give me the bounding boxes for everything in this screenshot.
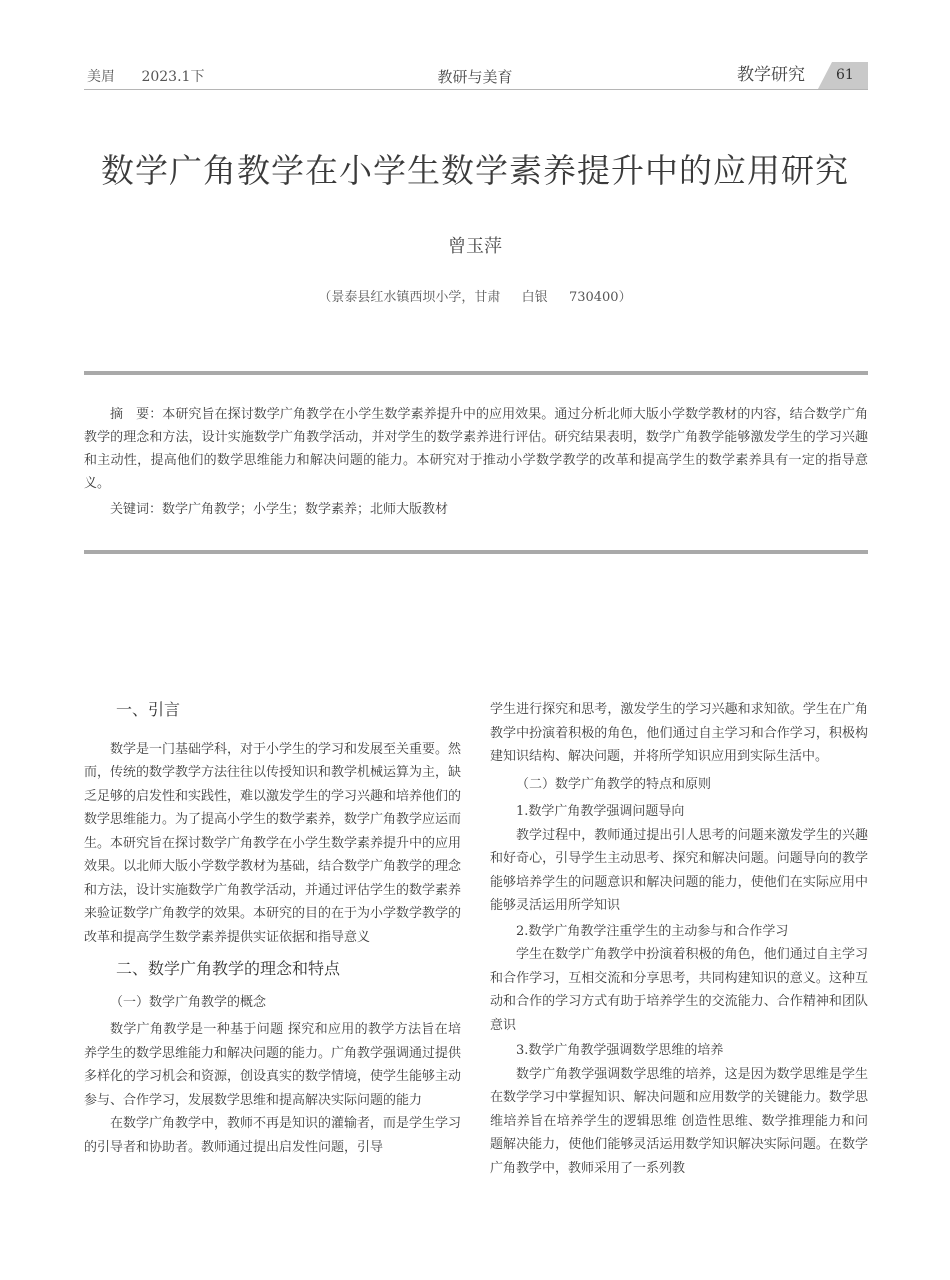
body-paragraph-continued: 学生进行探究和思考，激发学生的学习兴趣和求知欲。学生在广角教学中扮演着积极的角色，他们通过自主学习和合作学习，积极构建知识结构、解决问题，并将所学知识应用到实际生活中。 — [490, 702, 868, 764]
body-paragraph: 教学过程中，教师通过提出引人思考的问题来激发学生的兴趣和好奇心，引导学生主动思考、探究和解决问题。问题导向的教学能够培养学生的问题意识和解决问题的能力，使他们在实际应用中能够灵活运用所学知识 — [490, 827, 868, 913]
subsubsection-heading: 1.数学广角教学强调问题导向 — [516, 804, 685, 819]
body-paragraph: 在数学广角教学中，教师不再是知识的灌输者，而是学生学习的引导者和协助者。教师通过提出启发性问题，引导 — [84, 1116, 462, 1155]
subsubsection-heading: 3.数学广角教学强调数学思维的培养 — [516, 1043, 724, 1058]
body-paragraph: 学生在数学广角教学中扮演着积极的角色，他们通过自主学习和合作学习，互相交流和分享思考，共同构建知识的意义。这种互动和合作的学习方式有助于培养学生的交流能力、合作精神和团队意识 — [490, 947, 868, 1033]
abstract-bottom-rule — [84, 550, 868, 554]
issue-number: 2023.1下 — [141, 69, 205, 85]
body-paragraph: 数学广角教学强调数学思维的培养，这是因为数学思维是学生在数学学习中掌握知识、解决问题和应用数学的关键能力。数学思维培养旨在培养学生的逻辑思维 创造性思维、数学推理能力和问题解决能力，使他们能够灵活运用数学知识解决实际问题。在数学广角教学中，教师采用了一系列教 — [490, 1066, 868, 1176]
section-heading-concept: 二、数学广角教学的理念和特点 — [116, 959, 341, 978]
subsection-heading: （一）数学广角教学的概念 — [110, 994, 267, 1010]
body-paragraph: 数学是一门基础学科，对于小学生的学习和发展至关重要。然而，传统的数学教学方法往往以传授知识和教学机械运算为主，缺乏足够的启发性和实践性，难以激发学生的学习兴趣和培养他们的数学思维能力。为了提高小学生的数学素养，数学广角教学应运而生。本研究旨在探讨数学广角教学在小学生数学素养提升中的应用效果。以北师大版小学数学教材为基础，结合数学广角教学的理念和方法，设计实施数学广角教学活动，并通过评估学生的数学素养来验证数学广角教学的效果。本研究的目的在于为小学数学教学的改革和提高学生数学素养提供实证依据和指导意义 — [84, 741, 462, 945]
author-name: 曾玉萍 — [448, 236, 502, 257]
running-header-center: 教研与美育 — [437, 68, 513, 86]
section-label: 教学研究 — [737, 65, 805, 85]
keywords: 关键词：数学广角教学；小学生；数学素养；北师大版教材 — [110, 502, 449, 517]
paper-title: 数学广角教学在小学生数学素养提升中的应用研究 — [101, 151, 849, 190]
right-column — [490, 698, 868, 1180]
header-divider — [84, 89, 868, 90]
abstract-block — [84, 403, 868, 521]
page-number: 61 — [836, 67, 854, 83]
abstract-top-rule — [84, 371, 868, 375]
journal-name: 美眉 — [87, 69, 115, 85]
abstract-text: 摘 要：本研究旨在探讨数学广角教学在小学生数学素养提升中的应用效果。通过分析北师大版小学数学教材的内容，结合数学广角教学的理念和方法，设计实施数学广角教学活动，并对学生的数学素养进行评估。研究结果表明，数学广角教学能够激发学生的学习兴趣和主动性，提高他们的数学思维能力和解决问题的能力。本研究对于推动小学数学教学的改革和提高学生的数学素养具有一定的指导意义。 — [84, 407, 868, 491]
subsubsection-heading: 2.数学广角教学注重学生的主动参与和合作学习 — [516, 923, 789, 939]
left-column — [84, 698, 461, 1159]
body-paragraph: 数学广角教学是一种基于问题 探究和应用的教学方法旨在培养学生的数学思维能力和解决问题的能力。广角教学强调通过提供多样化的学习机会和资源，创设真实的数学情境，使学生能够主动参与、合作学习，发展数学思维和提高解决实际问题的能力 — [84, 1022, 462, 1108]
section-heading-introduction: 一、引言 — [116, 700, 181, 719]
subsection-heading: （二）数学广角教学的特点和原则 — [516, 776, 712, 792]
author-affiliation: （景泰县红水镇西坝小学，甘肃 白银 730400） — [318, 290, 632, 305]
